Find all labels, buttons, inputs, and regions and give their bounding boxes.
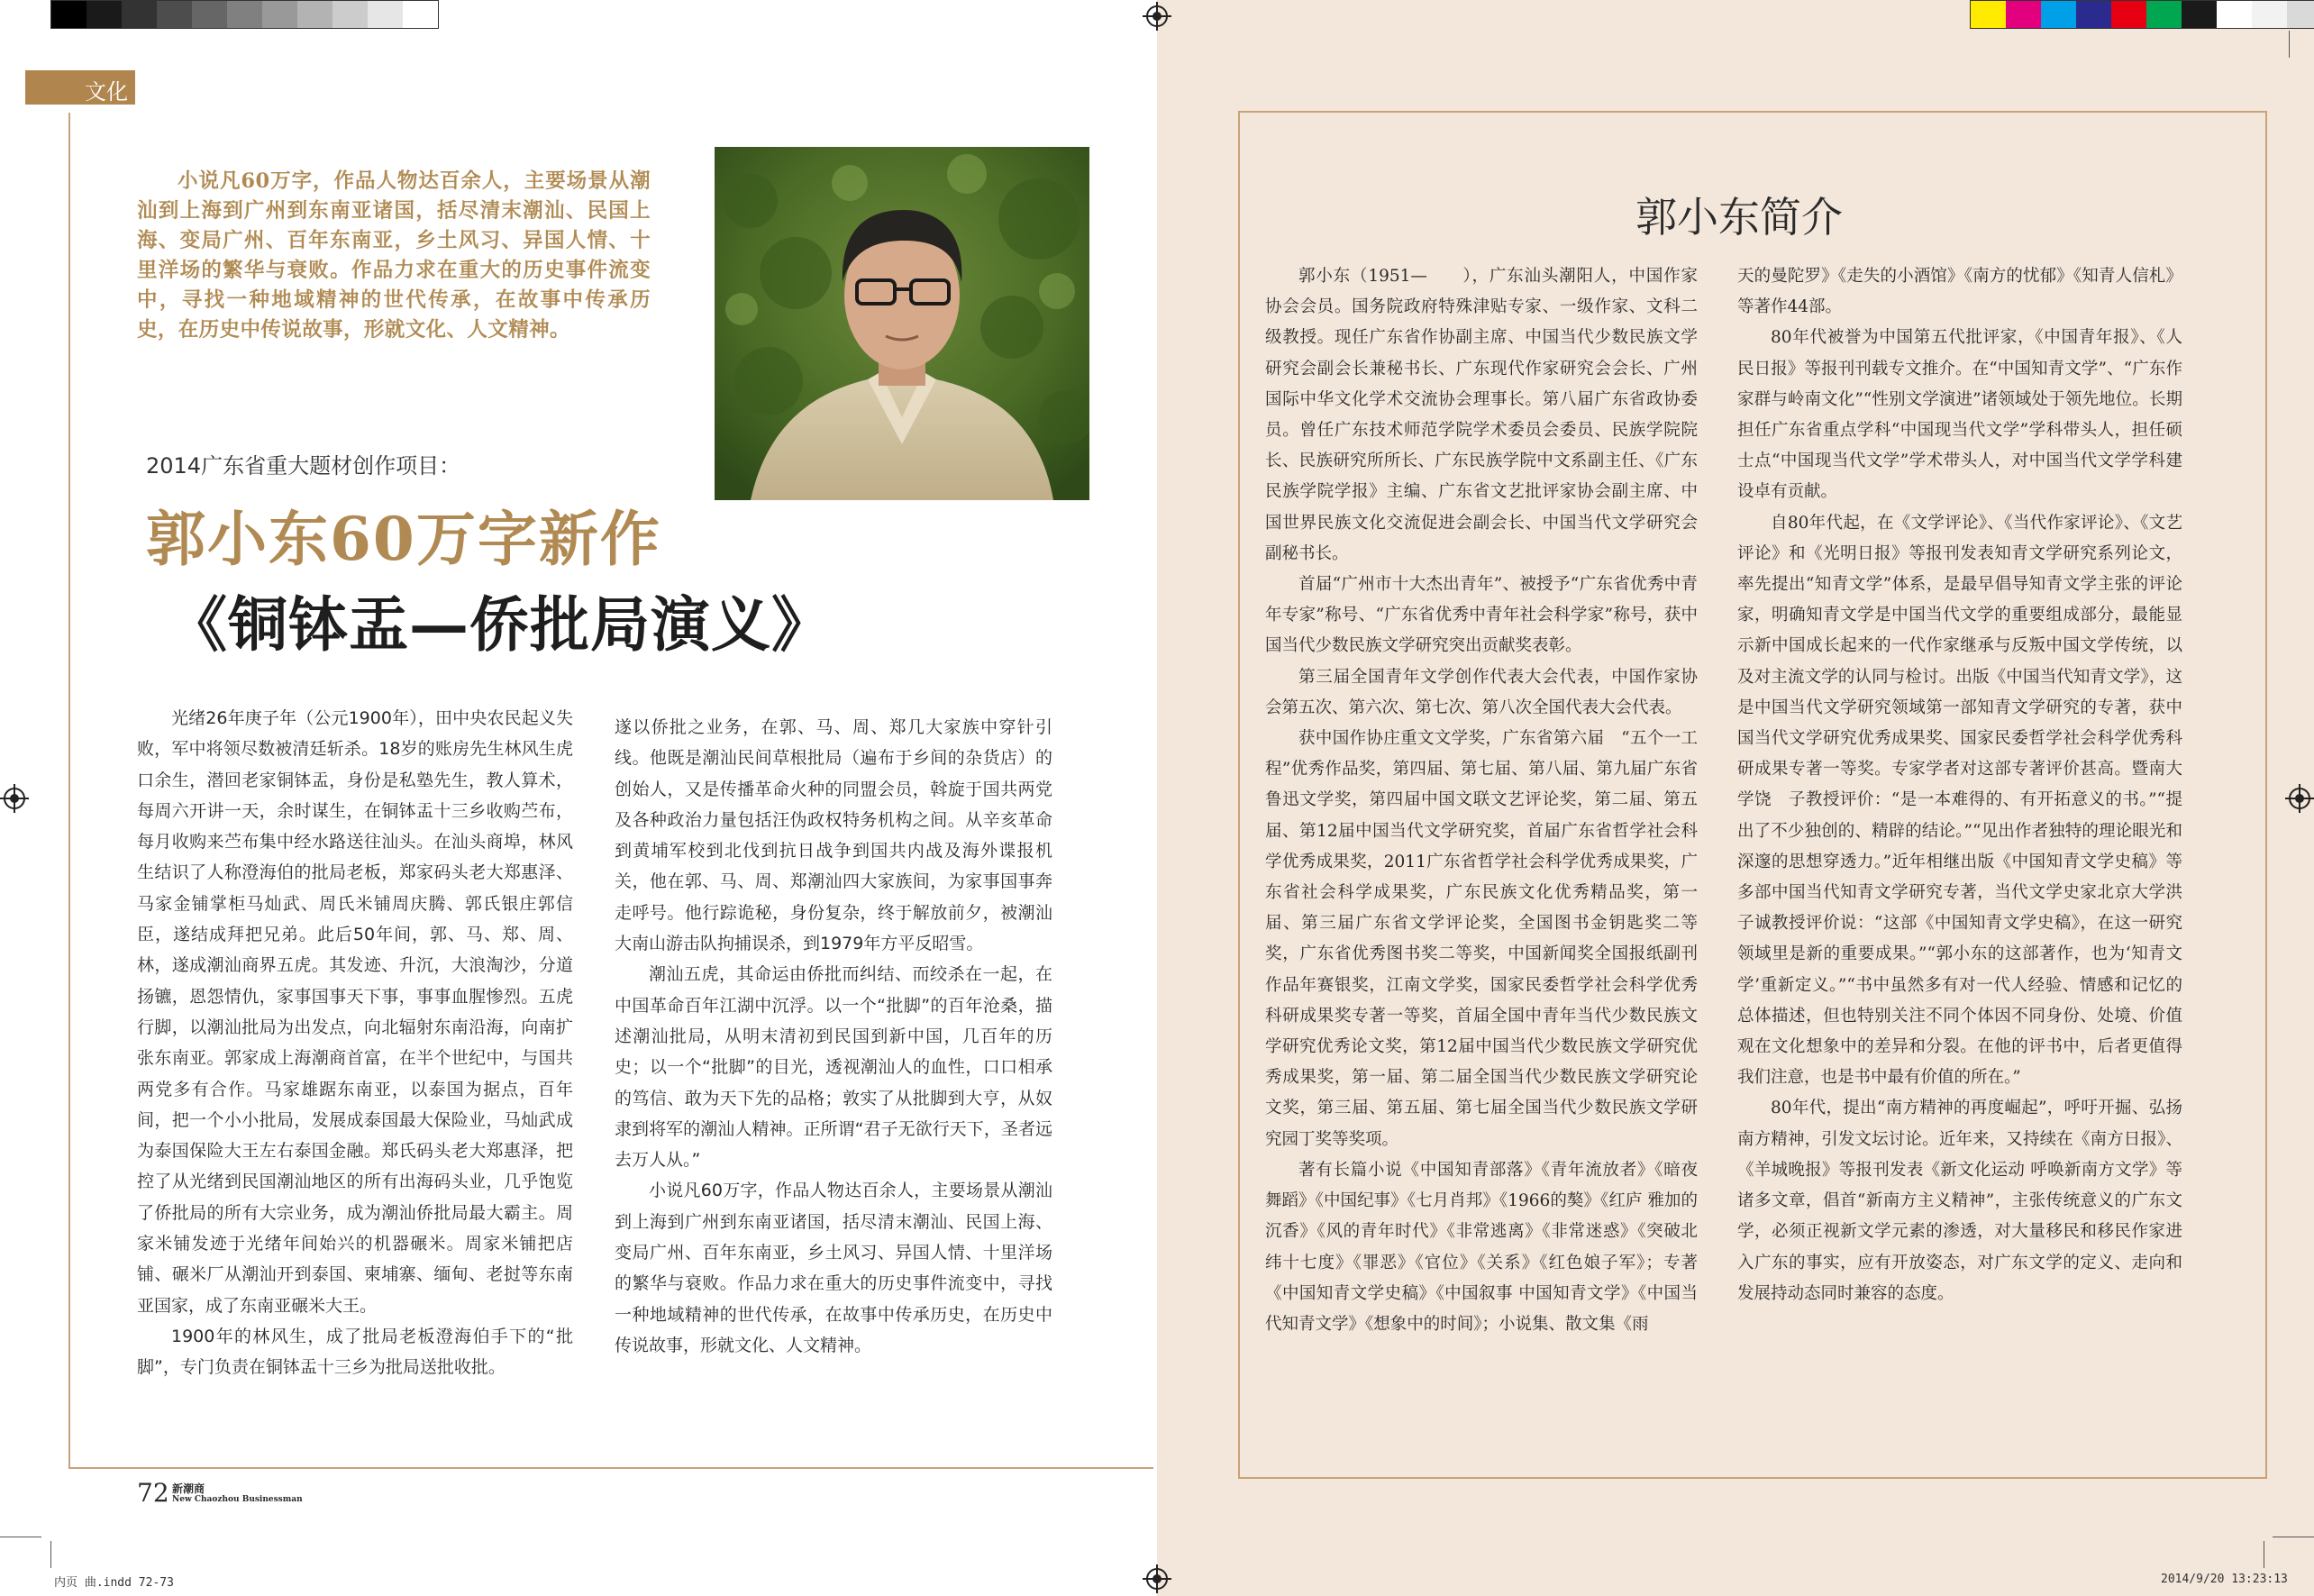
author-portrait (715, 147, 1089, 500)
article-paragraph: 1900年的林风生，成了批局老板澄海伯手下的“批脚”，专门负责在铜钵盂十三乡为批局送批收批。 (137, 1326, 573, 1378)
project-label: 2014广东省重大题材创作项目： (146, 453, 461, 479)
page-frame-line (68, 1467, 1153, 1469)
article-title: 郭小东60万字新作 (146, 504, 661, 574)
article-paragraph: 潮汕五虎，其命运由侨批而纠结、而绞杀在一起，在中国革命百年江湖中沉浮。以一个“批脚”的百年沧桑，描述潮汕批局，从明末清初到民国到新中国，几百年的历史；以一个“批脚”的目光，透视潮汕人的血性，口口相承的笃信、敢为天下先的品格；敦实了从批脚到大亨，从奴隶到将军的潮汕人精神。正所谓“君子无欲行天下，圣者远去万人从。” (615, 964, 1052, 1171)
color-swatch (2006, 1, 2041, 28)
crop-mark (2289, 31, 2290, 58)
gray-swatch (227, 1, 262, 28)
bio-paragraph: 获中国作协庄重文文学奖，广东省第六届 “五个一工程”优秀作品奖，第四届、第七届、第八届、第九届广东省鲁迅文学奖，第四届中国文联文艺评论奖，第二届、第五届、第12届中国当代文学研究奖，首届广东省哲学社会科学优秀成果奖，2011广东省哲学社会科学优秀成果奖，广东省社会科学成果奖，广东民族文化优秀精品奖，第一届、第三届广东省文学评论奖，全国图书金钥匙奖二等奖，广东省优秀图书奖二等奖，中国新闻奖全国报纸副刊作品年赛银奖，江南文学奖，国家民委哲学社会科学优秀科研成果奖专著一等奖，首届全国中青年当代少数民族文学研究优秀论文奖，第12届中国当代少数民族文学研究优秀成果奖，第一届、第二届全国当代少数民族文学研究论文奖，第三届、第五届、第七届全国当代少数民族文学研究园丁奖等奖项。 (1265, 729, 1698, 1149)
color-swatch (2217, 1, 2252, 28)
bio-column-2 (1737, 261, 2182, 1309)
color-swatch (2076, 1, 2111, 28)
gray-swatch (192, 1, 227, 28)
gray-swatch (122, 1, 157, 28)
bio-paragraph: 80年代，提出“南方精神的再度崛起”，呼吁开掘、弘扬南方精神，引发文坛讨论。近年来，又持续在《南方日报》、《羊城晚报》等报刊发表《新文化运动 呼唤新南方文学》等诸多文章，倡首“新南方主义精神”，主张传统意义的广东文学，必须正视新文学元素的渗透，对大量移民和移民作家进入广东的事实，应有开放姿态，对广东文学的定义、走向和发展持动态同时兼容的态度。 (1737, 1099, 2182, 1303)
bio-paragraph: 80年代被誉为中国第五代批评家，《中国青年报》、《人民日报》等报刊刊载专文推介。在“中国知青文学”、“广东作家群与岭南文化”“性别文学演进”诸领域处于领先地位。长期担任广东省重点学科“中国现当代文学”学科带头人，担任硕士点“中国现当代文学”学术带头人，对中国当代文学学科建设卓有贡献。 (1737, 328, 2182, 502)
color-swatch (2287, 1, 2314, 28)
bio-column-1 (1265, 261, 1698, 1340)
gray-swatch (403, 1, 438, 28)
author-portrait-image (715, 147, 1089, 500)
bio-paragraph: 首届“广州市十大杰出青年”、被授予“广东省优秀中青年专家”称号、“广东省优秀中青年社会科学家”称号，获中国当代少数民族文学研究突出贡献奖表彰。 (1265, 575, 1698, 656)
gray-swatch (51, 1, 87, 28)
magazine-name: 新潮商 (172, 1482, 205, 1495)
color-swatch (2182, 1, 2217, 28)
gray-swatch (87, 1, 122, 28)
bio-paragraph: 自80年代起，在《文学评论》、《当代作家评论》、《文艺评论》和《光明日报》等报刊发表知青文学研究系列论文，率先提出“知青文学”体系，是最早倡导知青文学主张的评论家，明确知青文学是中国当代文学的重要组成部分，最能显示新中国成长起来的一代作家继承与反叛中国文学传统，以及对主流文学的认同与检讨。出版《中国当代知青文学》，这是中国当代文学研究领域第一部知青文学研究的专著，获中国当代文学研究优秀成果奖、国家民委哲学社会科学优秀科研成果专著一等奖。专家学者对这部专著评价甚高。暨南大学饶 子教授评价：“是一本难得的、有开拓意义的书。”“提出了不少独创的、精辟的结论。”“见出作者独特的理论眼光和深邃的思想穿透力。”近年相继出版《中国知青文学史稿》等多部中国当代知青文学研究专著，当代文学史家北京大学洪子诚教授评价说：“这部《中国知青文学史稿》，在这一研究领域里是新的重要成果。”“郭小东的这部著作，也为‘知青文学’重新定义。”“书中虽然多有对一代人经验、情感和记忆的总体描述，但也特别关注不同个体因不同身份、处境、价值观在文化想象中的差异和分裂。在他的评书中，后者更值得我们注意，也是书中最有价值的所在。” (1737, 513, 2182, 1088)
article-paragraph: 小说凡60万字，作品人物达百余人，主要场景从潮汕到上海到广州到东南亚诸国，括尽清末潮汕、民国上海、变局广州、百年东南亚，乡土风习、异国人情、十里洋场的繁华与衰败。作品力求在重大的历史事件流变中，寻找一种地域精神的世代传承，在故事中传承历史，在历史中传说故事，形就文化、人文精神。 (615, 1181, 1052, 1355)
magazine-name-english: New Chaozhou Businessman (172, 1495, 303, 1504)
section-tab (25, 70, 135, 105)
gray-swatch (368, 1, 403, 28)
bio-paragraph: 天的曼陀罗》《走失的小酒馆》《南方的忧郁》《知青人信札》等著作44部。 (1737, 267, 2182, 317)
registration-mark-icon (1146, 1568, 1168, 1590)
gray-swatch (297, 1, 333, 28)
color-calibration-bar (1970, 0, 2314, 29)
intro-summary: 小说凡60万字，作品人物达百余人，主要场景从潮汕到上海到广州到东南亚诸国，括尽清末潮汕、民国上海、变局广州、百年东南亚，乡土风习、异国人情、十里洋场的繁华与衰败。作品力求在重大的历史事件流变中，寻找一种地域精神的世代传承，在故事中传承历史，在历史中传说故事，形就文化、人文精神。 (137, 169, 651, 342)
bio-paragraph: 著有长篇小说《中国知青部落》《青年流放者》《暗夜舞蹈》《中国纪事》《七月肖邦》《1966的獒》《红庐 雅加的沉香》《风的青年时代》《非常逃离》《非常迷惑》《突破北纬十七度》《罪恶》《官位》《关系》《红色娘子军》；专著《中国知青文学史稿》《中国叙事 中国知青文学》《中国当代知青文学》《想象中的时间》；小说集、散文集《雨 (1265, 1160, 1698, 1334)
article-subtitle: 《铜钵盂—侨批局演义》 (168, 589, 832, 660)
registration-mark-icon (1146, 5, 1168, 27)
registration-mark-icon (2289, 788, 2310, 809)
color-swatch (2111, 1, 2146, 28)
article-column-2 (615, 712, 1052, 1361)
article-column-1 (137, 703, 573, 1383)
color-swatch (2041, 1, 2076, 28)
page-number: 72 (137, 1478, 169, 1508)
bio-paragraph: 郭小东（1951— ），广东汕头潮阳人，中国作家协会会员。国务院政府特殊津贴专家、一级作家、文科二级教授。现任广东省作协副主席、中国当代少数民族文学研究会副会长兼秘书长、广东现代作家研究会会长、广州国际中华文化学术交流协会理事长。第八届广东省政协委员。曾任广东技术师范学院学术委员会委员、民族学院院长、民族研究所所长、广东民族学院中文系副主任、《广东民族学院学报》主编、广东省文艺批评家协会副主席、中国世界民族文化交流促进会副会长、中国当代文学研究会副秘书长。 (1265, 267, 1698, 563)
gray-swatch (262, 1, 297, 28)
gray-swatch (333, 1, 368, 28)
print-slug-file: 内页 曲.indd 72-73 (54, 1576, 174, 1590)
color-swatch (2252, 1, 2287, 28)
bio-title: 郭小东简介 (1635, 193, 1843, 242)
gray-swatch (157, 1, 192, 28)
gray-calibration-bar (50, 0, 439, 29)
article-paragraph: 光绪26年庚子年（公元1900年），田中央农民起义失败，军中将领尽数被清廷斩杀。18岁的账房先生林风生虎口余生，潜回老家铜钵盂，身份是私塾先生，教人算术，每周六开讲一天，余时谋生，在铜钵盂十三乡收购苎布，每月收购来苎布集中经水路送往汕头。在汕头商埠，林风生结识了人称澄海伯的批局老板，郑家码头老大郑惠泽、马家金铺掌柜马灿武、周氏米铺周庆腾、郭氏银庄郭信臣，遂结成拜把兄弟。此后50年间，郭、马、郑、周、林，遂成潮汕商界五虎。其发迹、升沉，大浪淘沙，分道扬镳，恩怨情仇，家事国事天下事，事事血腥惨烈。五虎行脚，以潮汕批局为出发点，向北辐射东南沿海，向南扩张东南亚。郭家成上海潮商首富，在半个世纪中，与国共两党多有合作。马家雄踞东南亚，以泰国为据点，百年间，把一个小小批局，发展成泰国最大保险业，马灿武成为泰国保险大王左右泰国金融。郑氏码头老大郑惠泽，把控了从光绪到民国潮汕地区的所有出海码头业，几乎饱览了侨批局的所有大宗业务，成为潮汕侨批局最大霸主。周家米铺发迹于光绪年间始兴的机器碾米。周家米铺把店铺、碾米厂从潮汕开到泰国、柬埔寨、缅甸、老挝等东南亚国家，成了东南亚碾米大王。 (137, 708, 573, 1316)
section-tab-label: 文化 (85, 79, 128, 105)
color-swatch (2146, 1, 2182, 28)
print-slug-timestamp: 2014/9/20 13:23:13 (2161, 1573, 2288, 1586)
bio-paragraph: 第三届全国青年文学创作代表大会代表，中国作家协会第五次、第六次、第七次、第八次全国代表大会代表。 (1265, 667, 1698, 717)
article-paragraph: 遂以侨批之业务，在郭、马、周、郑几大家族中穿针引线。他既是潮汕民间草根批局（遍布于乡间的杂货店）的创始人，又是传播革命火种的同盟会员，斡旋于国共两党及各种政治力量包括汪伪政权特务机构之间。从辛亥革命到黄埔军校到北伐到抗日战争到国共内战及海外谍报机关，他在郭、马、周、郑潮汕四大家族间，为家事国事奔走呼号。他行踪诡秘，身份复杂，终于解放前夕，被潮汕大南山游击队拘捕误杀，到1979年方平反昭雪。 (615, 717, 1052, 954)
color-swatch (1971, 1, 2006, 28)
page-frame-line (68, 113, 70, 1469)
crop-mark (50, 1541, 51, 1568)
registration-mark-icon (4, 788, 25, 809)
